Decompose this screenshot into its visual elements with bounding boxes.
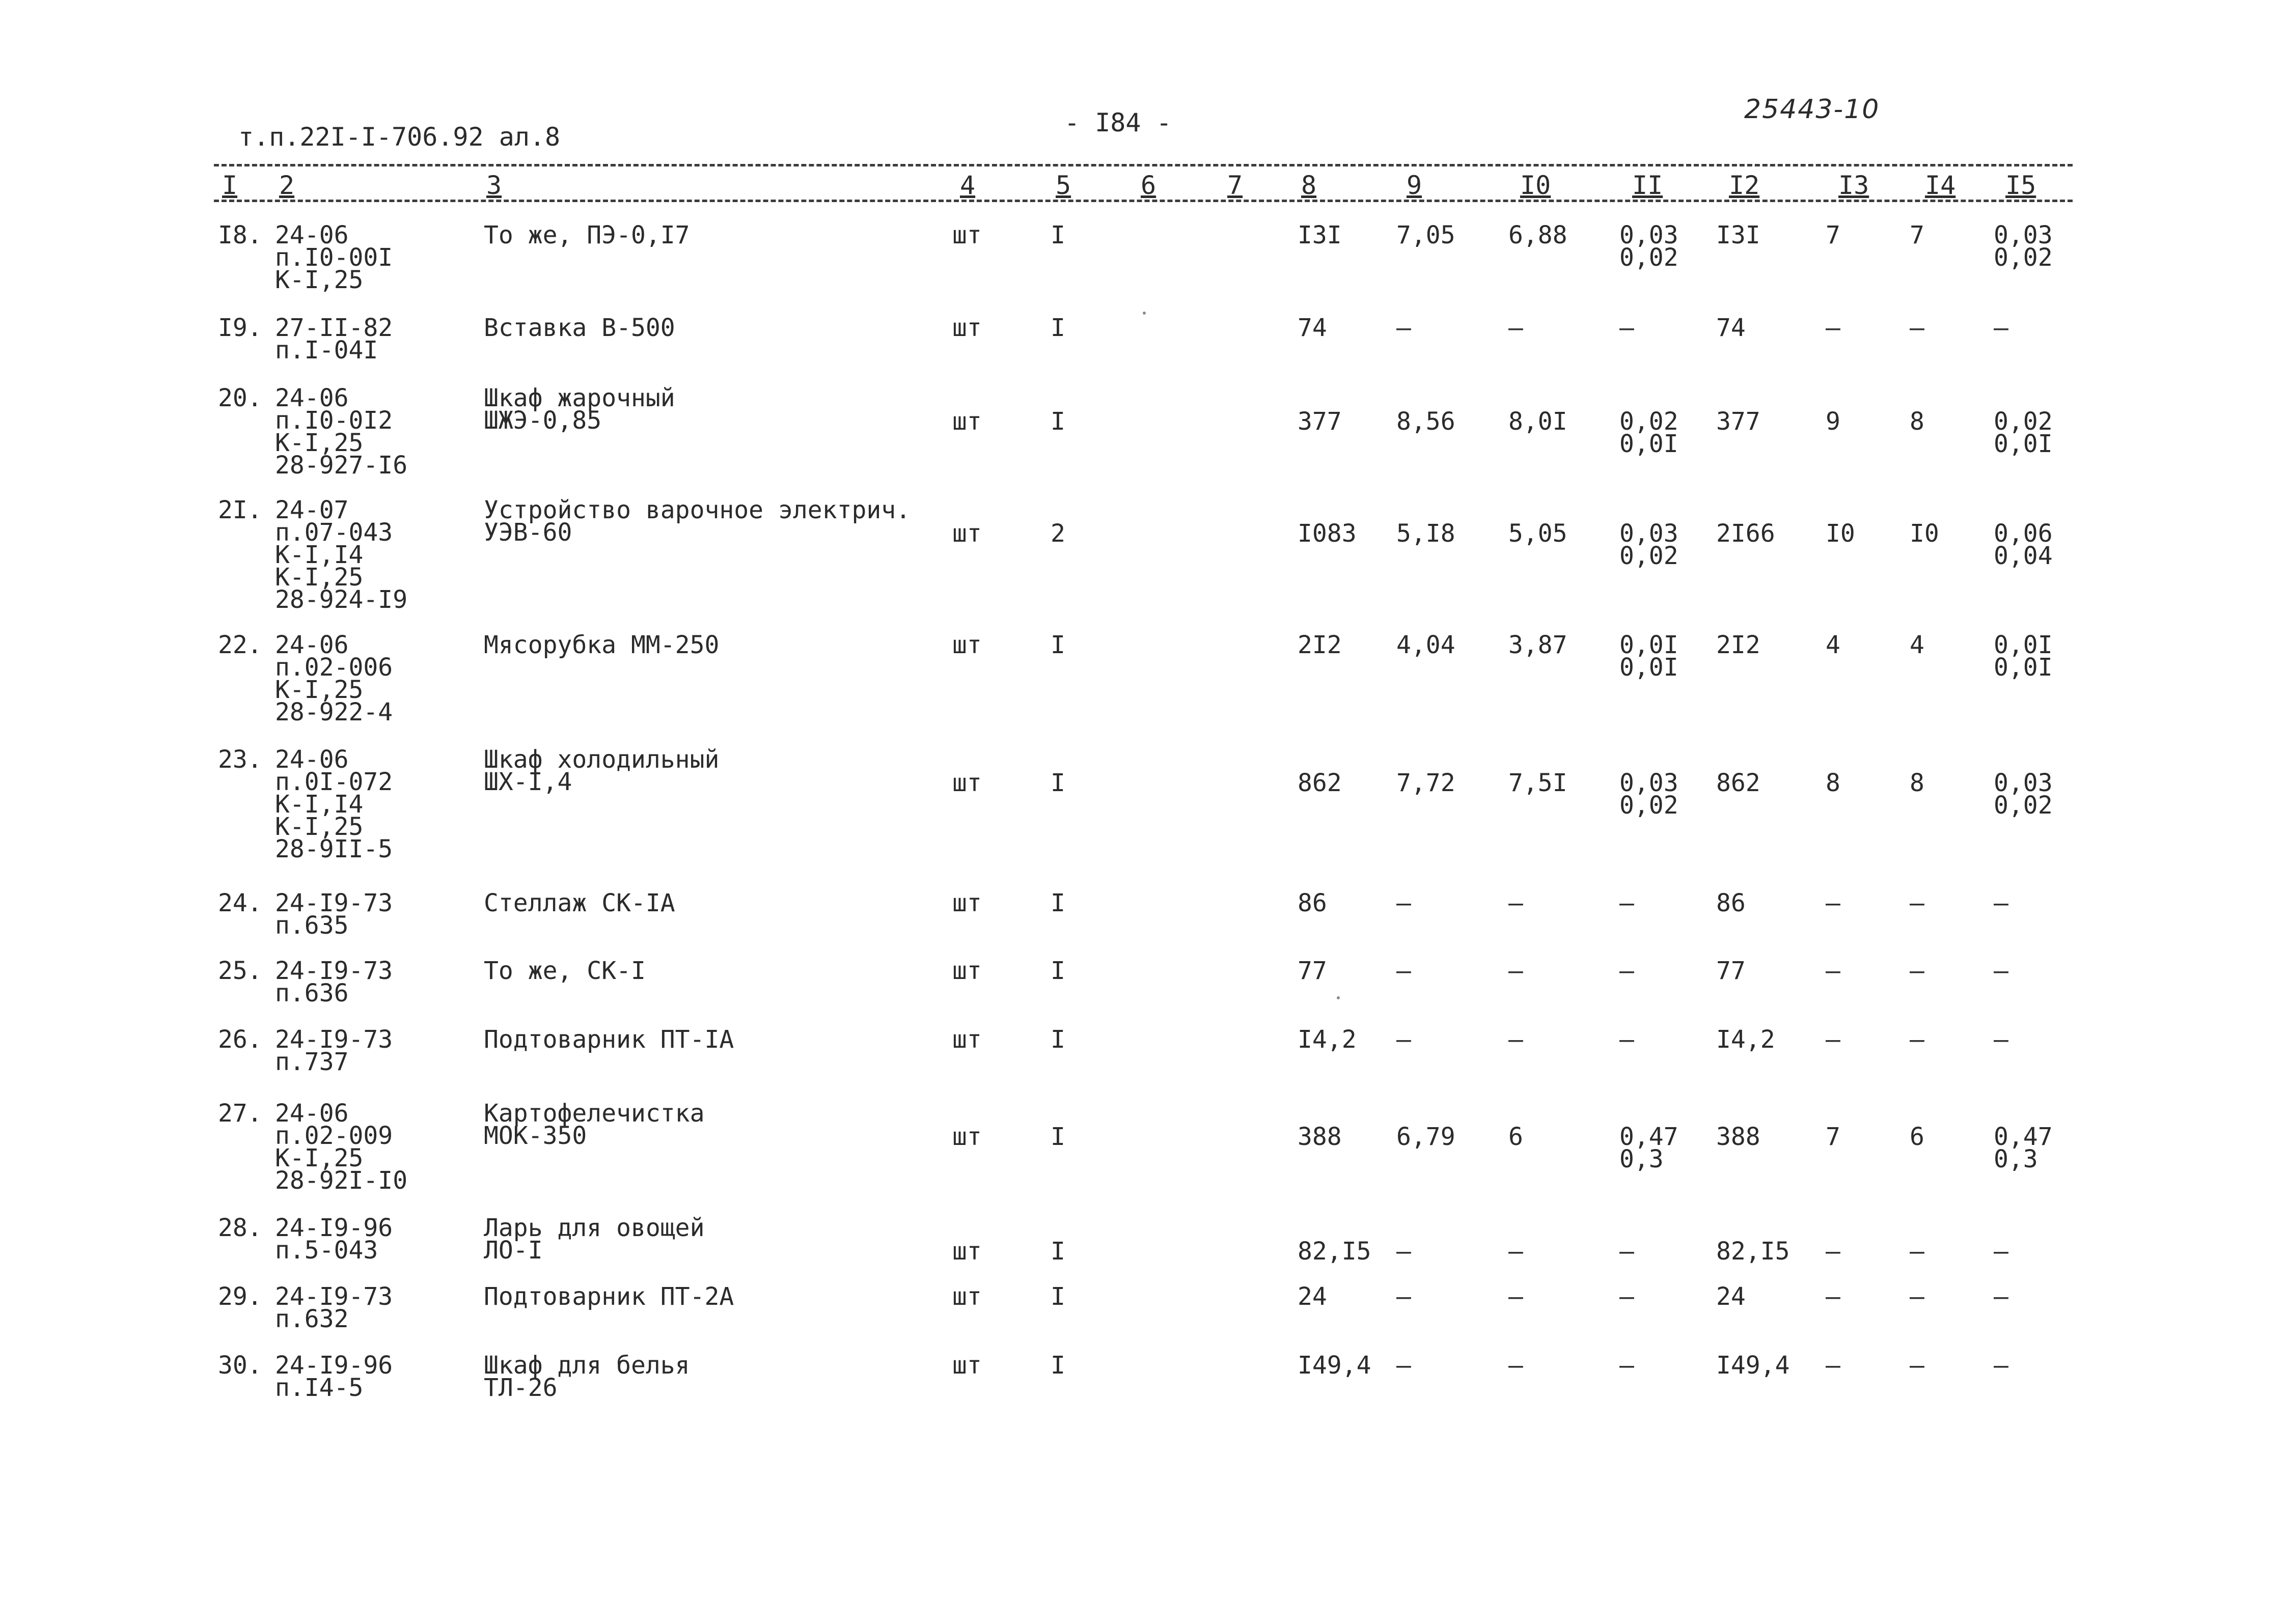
quantity-cell: I <box>1051 407 1065 436</box>
column-9-cell: 6,79 <box>1396 1123 1455 1151</box>
unit-cell: шт <box>952 889 982 917</box>
column-10-cell: – <box>1508 314 1523 342</box>
row-number: 29. <box>218 1282 262 1311</box>
column-14-cell: – <box>1910 1351 1924 1380</box>
column-12-cell: 82,I5 <box>1716 1237 1790 1266</box>
column-8-cell: I3I <box>1298 221 1342 249</box>
item-name: Ларь для овощей ЛО-I <box>484 1214 705 1265</box>
column-11-cell: – <box>1619 1351 1634 1380</box>
unit-cell: шт <box>952 957 982 985</box>
column-10-cell: – <box>1508 1282 1523 1311</box>
catalog-code: 24-I9-96 п.5-043 <box>275 1214 393 1265</box>
column-8-cell: 77 <box>1298 957 1327 985</box>
column-9-cell: – <box>1396 957 1411 985</box>
item-name: Шкаф жарочный ШЖЭ-0,85 <box>484 384 675 435</box>
column-10-cell: 5,05 <box>1508 519 1567 548</box>
row-number: I9. <box>218 314 262 342</box>
column-11-cell: 0,03 0,02 <box>1619 221 1678 272</box>
column-13-cell: – <box>1826 1025 1840 1054</box>
quantity-cell: I <box>1051 1025 1065 1054</box>
column-10-cell: – <box>1508 889 1523 917</box>
quantity-cell: I <box>1051 221 1065 249</box>
catalog-code: 24-I9-73 п.737 <box>275 1025 393 1076</box>
unit-cell: шт <box>952 407 982 436</box>
column-14-cell: – <box>1910 1025 1924 1054</box>
column-13-cell: – <box>1826 314 1840 342</box>
column-10-cell: – <box>1508 1351 1523 1380</box>
column-12-cell: 377 <box>1716 407 1760 436</box>
item-name: Шкаф для белья ТЛ-26 <box>484 1351 690 1402</box>
column-12-cell: 2I2 <box>1716 631 1760 659</box>
column-number: II <box>1632 171 1663 200</box>
column-9-cell: – <box>1396 314 1411 342</box>
column-14-cell: 4 <box>1910 631 1924 659</box>
column-12-cell: 86 <box>1716 889 1746 917</box>
row-number: 28. <box>218 1214 262 1242</box>
column-8-cell: 86 <box>1298 889 1327 917</box>
column-11-cell: 0,02 0,0I <box>1619 407 1678 458</box>
column-14-cell: – <box>1910 1282 1924 1311</box>
quantity-cell: I <box>1051 769 1065 797</box>
column-8-cell: 74 <box>1298 314 1327 342</box>
column-9-cell: – <box>1396 1025 1411 1054</box>
unit-cell: шт <box>952 1123 982 1151</box>
quantity-cell: I <box>1051 1123 1065 1151</box>
column-number: 5 <box>1056 171 1071 200</box>
column-9-cell: 5,I8 <box>1396 519 1455 548</box>
column-15-cell: – <box>1994 889 2008 917</box>
column-10-cell: 3,87 <box>1508 631 1567 659</box>
column-number: 4 <box>960 171 976 200</box>
column-9-cell: 4,04 <box>1396 631 1455 659</box>
catalog-code: 24-06 п.02-006 К-I,25 28-922-4 <box>275 631 393 726</box>
item-name: То же, СК-I <box>484 957 646 985</box>
column-13-cell: – <box>1826 1237 1840 1266</box>
column-12-cell: I4,2 <box>1716 1025 1775 1054</box>
column-10-cell: – <box>1508 1025 1523 1054</box>
catalog-code: 24-06 п.I0-00I К-I,25 <box>275 221 393 294</box>
quantity-cell: I <box>1051 631 1065 659</box>
column-13-cell: I0 <box>1826 519 1855 548</box>
column-14-cell: I0 <box>1910 519 1939 548</box>
catalog-code: 24-I9-73 п.632 <box>275 1282 393 1333</box>
column-number: 8 <box>1301 171 1317 200</box>
column-12-cell: 74 <box>1716 314 1746 342</box>
catalog-code: 24-06 п.0I-072 К-I,I4 К-I,25 28-9II-5 <box>275 745 393 863</box>
column-11-cell: – <box>1619 314 1634 342</box>
column-8-cell: I49,4 <box>1298 1351 1371 1380</box>
column-9-cell: 7,05 <box>1396 221 1455 249</box>
column-8-cell: I4,2 <box>1298 1025 1357 1054</box>
quantity-cell: I <box>1051 889 1065 917</box>
catalog-code: 24-I9-73 п.635 <box>275 889 393 940</box>
row-number: 22. <box>218 631 262 659</box>
item-name: Стеллаж СК-IА <box>484 889 675 917</box>
column-11-cell: – <box>1619 957 1634 985</box>
unit-cell: шт <box>952 314 982 342</box>
column-10-cell: – <box>1508 957 1523 985</box>
item-name: Подтоварник ПТ-IА <box>484 1025 734 1054</box>
column-number: I3 <box>1838 171 1869 200</box>
catalog-code: 24-I9-96 п.I4-5 <box>275 1351 393 1402</box>
unit-cell: шт <box>952 1025 982 1054</box>
row-number: 24. <box>218 889 262 917</box>
document-reference: т.п.22I-I-706.92 ал.8 <box>238 122 561 152</box>
column-12-cell: 2I66 <box>1716 519 1775 548</box>
column-11-cell: 0,47 0,3 <box>1619 1123 1678 1173</box>
page-number: - I84 - <box>1064 108 1172 137</box>
column-8-cell: 388 <box>1298 1123 1342 1151</box>
column-8-cell: 377 <box>1298 407 1342 436</box>
column-10-cell: 6,88 <box>1508 221 1567 249</box>
unit-cell: шт <box>952 1351 982 1380</box>
unit-cell: шт <box>952 631 982 659</box>
catalog-code: 27-II-82 п.I-04I <box>275 314 393 365</box>
column-13-cell: 7 <box>1826 221 1840 249</box>
column-15-cell: – <box>1994 314 2008 342</box>
column-8-cell: 24 <box>1298 1282 1327 1311</box>
column-11-cell: – <box>1619 1025 1634 1054</box>
column-9-cell: 7,72 <box>1396 769 1455 797</box>
row-number: 2I. <box>218 496 262 524</box>
catalog-code: 24-07 п.07-043 К-I,I4 К-I,25 28-924-I9 <box>275 496 408 614</box>
quantity-cell: I <box>1051 314 1065 342</box>
column-15-cell: – <box>1994 1351 2008 1380</box>
handwritten-stamp: 25443-10 <box>1744 94 1880 125</box>
column-number: I <box>222 171 238 200</box>
column-13-cell: – <box>1826 957 1840 985</box>
column-14-cell: 8 <box>1910 407 1924 436</box>
catalog-code: 24-I9-73 п.636 <box>275 957 393 1007</box>
column-13-cell: 8 <box>1826 769 1840 797</box>
quantity-cell: I <box>1051 1351 1065 1380</box>
column-15-cell: 0,03 0,02 <box>1994 221 2053 272</box>
column-12-cell: I3I <box>1716 221 1760 249</box>
column-14-cell: 6 <box>1910 1123 1924 1151</box>
quantity-cell: I <box>1051 957 1065 985</box>
column-number: I5 <box>2005 171 2036 200</box>
column-number: 9 <box>1407 171 1422 200</box>
column-12-cell: 77 <box>1716 957 1746 985</box>
quantity-cell: 2 <box>1051 519 1065 548</box>
column-8-cell: 862 <box>1298 769 1342 797</box>
row-number: 25. <box>218 957 262 985</box>
column-8-cell: I083 <box>1298 519 1357 548</box>
quantity-cell: I <box>1051 1282 1065 1311</box>
column-14-cell: 7 <box>1910 221 1924 249</box>
column-11-cell: – <box>1619 1237 1634 1266</box>
column-14-cell: – <box>1910 957 1924 985</box>
row-number: 23. <box>218 745 262 774</box>
column-13-cell: 7 <box>1826 1123 1840 1151</box>
column-14-cell: 8 <box>1910 769 1924 797</box>
column-13-cell: – <box>1826 1351 1840 1380</box>
unit-cell: шт <box>952 769 982 797</box>
unit-cell: шт <box>952 221 982 249</box>
column-15-cell: – <box>1994 1237 2008 1266</box>
column-number: 3 <box>486 171 502 200</box>
column-15-cell: – <box>1994 1282 2008 1311</box>
column-15-cell: 0,0I 0,0I <box>1994 631 2053 682</box>
column-13-cell: – <box>1826 1282 1840 1311</box>
item-name: Вставка В-500 <box>484 314 675 342</box>
column-15-cell: 0,06 0,04 <box>1994 519 2053 570</box>
row-number: 30. <box>218 1351 262 1380</box>
column-13-cell: – <box>1826 889 1840 917</box>
column-14-cell: – <box>1910 314 1924 342</box>
item-name: Устройство варочное электрич. УЭВ-60 <box>484 496 911 547</box>
column-number: I2 <box>1729 171 1760 200</box>
column-9-cell: 8,56 <box>1396 407 1455 436</box>
row-number: 26. <box>218 1025 262 1054</box>
row-number: I8. <box>218 221 262 249</box>
column-number: I4 <box>1925 171 1956 200</box>
item-name: Картофелечистка МОК-350 <box>484 1099 705 1150</box>
column-11-cell: 0,03 0,02 <box>1619 769 1678 820</box>
column-11-cell: – <box>1619 1282 1634 1311</box>
unit-cell: шт <box>952 519 982 548</box>
column-12-cell: 24 <box>1716 1282 1746 1311</box>
column-10-cell: 6 <box>1508 1123 1523 1151</box>
quantity-cell: I <box>1051 1237 1065 1266</box>
column-12-cell: I49,4 <box>1716 1351 1790 1380</box>
column-11-cell: – <box>1619 889 1634 917</box>
column-9-cell: – <box>1396 1282 1411 1311</box>
item-name: Мясорубка ММ-250 <box>484 631 720 659</box>
item-name: То же, ПЭ-0,I7 <box>484 221 690 249</box>
column-9-cell: – <box>1396 889 1411 917</box>
column-9-cell: – <box>1396 1351 1411 1380</box>
column-number: 2 <box>279 171 295 200</box>
column-14-cell: – <box>1910 1237 1924 1266</box>
column-8-cell: 82,I5 <box>1298 1237 1371 1266</box>
column-10-cell: 8,0I <box>1508 407 1567 436</box>
catalog-code: 24-06 п.I0-0I2 К-I,25 28-927-I6 <box>275 384 408 480</box>
column-9-cell: – <box>1396 1237 1411 1266</box>
unit-cell: шт <box>952 1282 982 1311</box>
row-number: 27. <box>218 1099 262 1128</box>
catalog-code: 24-06 п.02-009 К-I,25 28-92I-I0 <box>275 1099 408 1195</box>
column-10-cell: 7,5I <box>1508 769 1567 797</box>
item-name: Шкаф холодильный ШХ-I,4 <box>484 745 720 796</box>
column-number: 7 <box>1227 171 1243 200</box>
column-15-cell: 0,03 0,02 <box>1994 769 2053 820</box>
column-11-cell: 0,03 0,02 <box>1619 519 1678 570</box>
column-14-cell: – <box>1910 889 1924 917</box>
column-13-cell: 4 <box>1826 631 1840 659</box>
column-12-cell: 862 <box>1716 769 1760 797</box>
column-13-cell: 9 <box>1826 407 1840 436</box>
item-name: Подтоварник ПТ-2А <box>484 1282 734 1311</box>
column-15-cell: – <box>1994 1025 2008 1054</box>
column-8-cell: 2I2 <box>1298 631 1342 659</box>
column-12-cell: 388 <box>1716 1123 1760 1151</box>
column-number: I0 <box>1520 171 1551 200</box>
column-15-cell: – <box>1994 957 2008 985</box>
column-number: 6 <box>1141 171 1156 200</box>
column-15-cell: 0,02 0,0I <box>1994 407 2053 458</box>
column-11-cell: 0,0I 0,0I <box>1619 631 1678 682</box>
row-number: 20. <box>218 384 262 412</box>
column-10-cell: – <box>1508 1237 1523 1266</box>
unit-cell: шт <box>952 1237 982 1266</box>
column-15-cell: 0,47 0,3 <box>1994 1123 2053 1173</box>
